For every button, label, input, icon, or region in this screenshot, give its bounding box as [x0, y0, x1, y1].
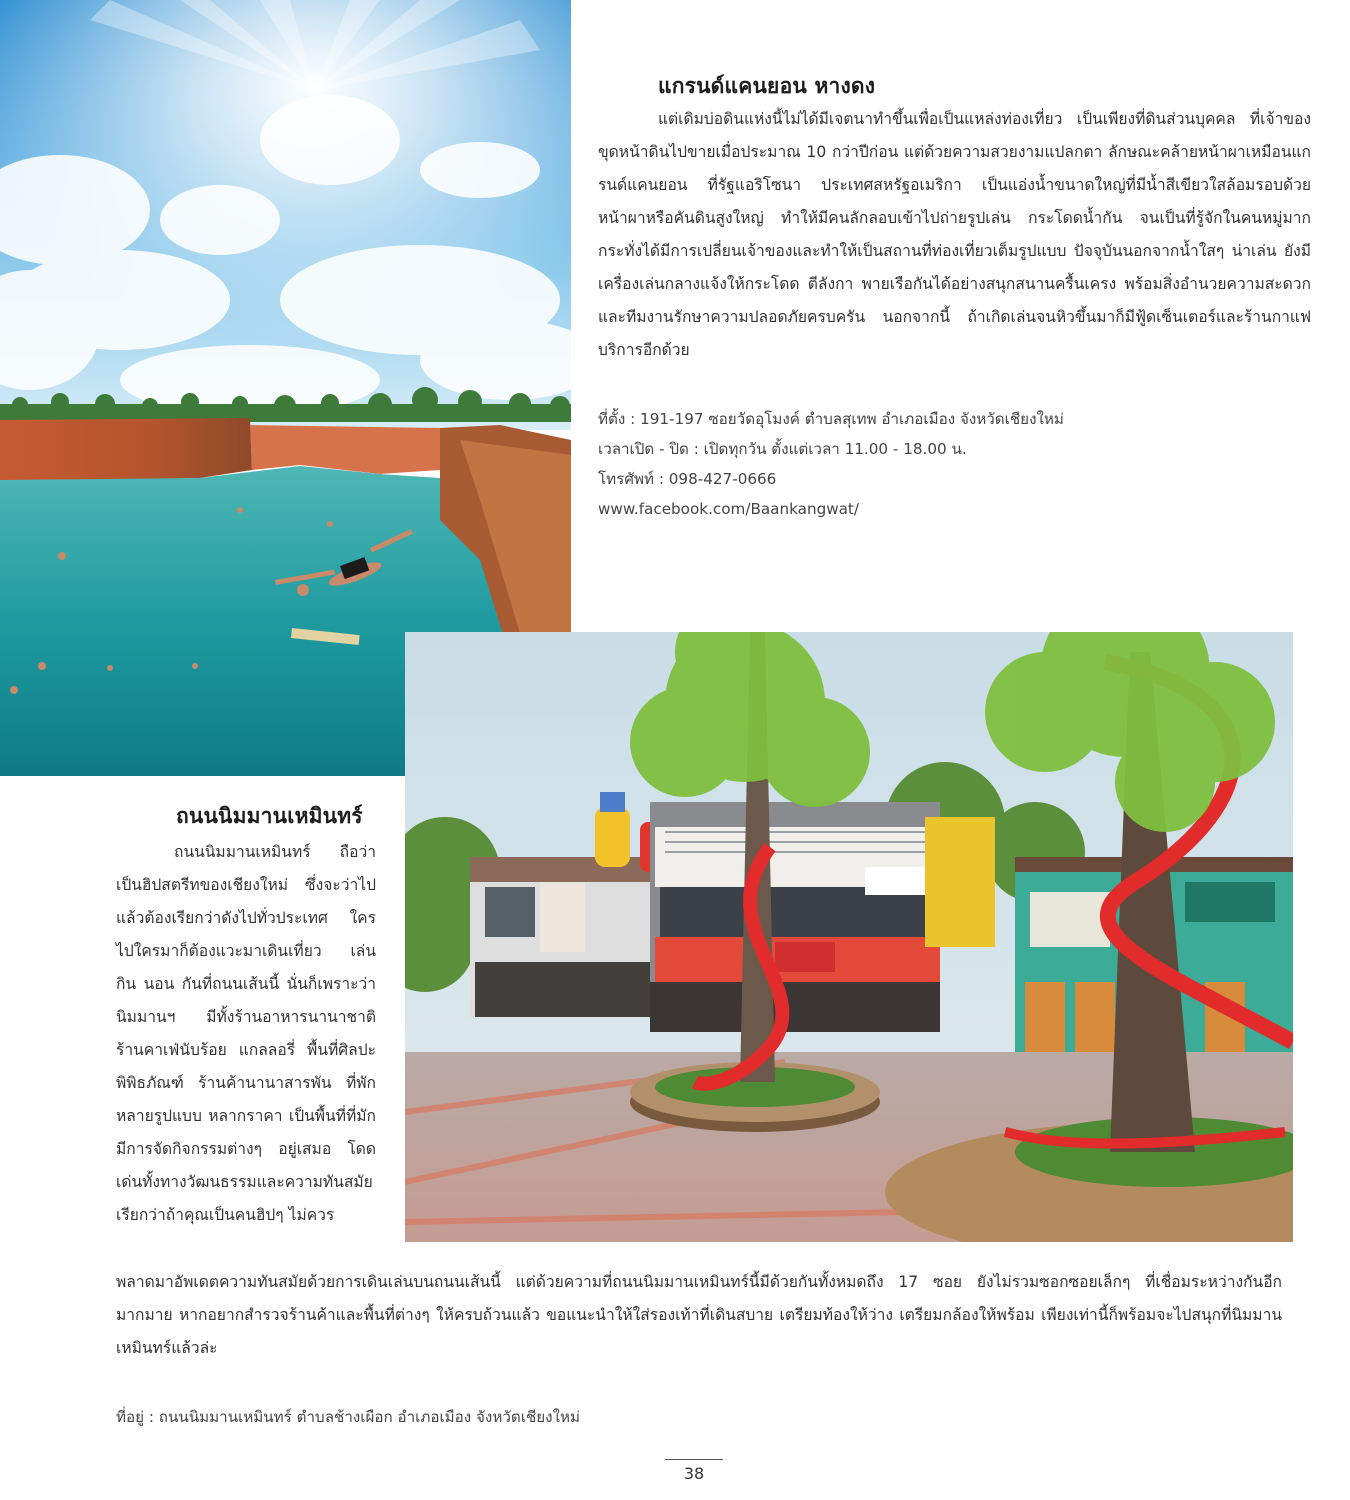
attraction-2-title: ถนนนิมมานเหมินทร์ — [176, 804, 363, 828]
attraction-1-location: ที่ตั้ง : 191-197 ซอยวัดอุโมงค์ ตำบลสุเทพ อำเภอเมือง จังหวัดเชียงใหม่ — [598, 410, 1064, 428]
attraction-1-paragraph: แต่เดิมบ่อดินแห่งนี้ไม่ได้มีเจตนาทำขึ้นเพื่อเป็นแหล่งท่องเที่ยว เป็นเพียงที่ดินส่วนบุคคล ที่เจ้าของขุดหน้าดินไปขายเมื่อประมาณ 10 กว่าปีก่อน แต่ด้วยความสวยงามแปลกตา ลักษณะคล้ายหน้าผาเหมือนแกรนด์แคนยอน ที่รัฐแอริโซนา ประเทศสหรัฐอเมริกา เป็นแอ่งน้ำขนาดใหญ่ที่มีน้ำสีเขียวใสล้อมรอบด้วยหน้าผาหรือคันดินสูงใหญ่ ทำให้มีคนลักลอบเข้าไปถ่ายรูปเล่น กระโดดน้ำกัน จนเป็นที่รู้จักในคนหมู่มาก กระทั่งได้มีการเปลี่ยนเจ้าของและทำให้เป็นสถานที่ท่องเที่ยวเต็มรูปแบบ ปัจจุบันนอกจากน้ำใสๆ น่าเล่น ยังมีเครื่องเล่นกลางแจ้งให้กระโดด ตีลังกา พายเรือกันได้อย่างสนุกสนานครื้นเครง พร้อมสิ่งอำนวยความสะดวกและทีมงานรักษาความปลอดภัยครบครัน นอกจากนี้ ถ้าเกิดเล่นจนหิวขึ้นมาก็มีฟู้ดเซ็นเตอร์และร้านกาแฟบริการอีกด้วย — [598, 110, 1311, 359]
page-number: 38 — [683, 1464, 705, 1483]
attraction-1-info — [598, 404, 1064, 524]
attraction-1-hours: เวลาเปิด - ปิด : เปิดทุกวัน ตั้งแต่เวลา 11.00 - 18.00 น. — [598, 440, 967, 458]
attraction-1-phone: โทรศัพท์ : 098-427-0666 — [598, 470, 777, 488]
attraction-2-paragraph-part1: ถนนนิมมานเหมินทร์ ถือว่าเป็นฮิปสตรีทของเชียงใหม่ ซึ่งจะว่าไปแล้วต้องเรียกว่าดังไปทั่วประเทศ ใครไปใครมาก็ต้องแวะมาเดินเที่ยว เล่น กิน นอน กันที่ถนนเส้นนี้ นั่นก็เพราะว่านิมมานฯ มีทั้งร้านอาหารนานาชาติ ร้านคาเฟ่นับร้อย แกลลอรี่ พื้นที่ศิลปะ พิพิธภัณฑ์ ร้านค้านานาสารพัน ที่พักหลายรูปแบบ หลากราคา เป็นพื้นที่ที่มักมีการจัดกิจกรรมต่างๆ อยู่เสมอ โดดเด่นทั้งทางวัฒนธรรมและความทันสมัย เรียกว่าถ้าคุณเป็นคนฮิปๆ ไม่ควร — [116, 843, 376, 1224]
attraction-2-paragraph-part2: พลาดมาอัพเดตความทันสมัยด้วยการเดินเล่นบนถนนเส้นนี้ แต่ด้วยความที่ถนนนิมมานเหมินทร์นี้มีด้วยกันทั้งหมดถึง 17 ซอย ยังไม่รวมซอกซอยเล็กๆ ที่เชื่อมระหว่างกันอีกมากมาย หากอยากสำรวจร้านค้าและพื้นที่ต่างๆ ให้ครบถ้วนแล้ว ขอแนะนำให้ใส่รองเท้าที่เดินสบาย เตรียมท้องให้ว่าง เตรียมกล้องให้พร้อม เพียงเท่านี้ก็พร้อมจะไปสนุกที่นิมมานเหมินทร์แล้วล่ะ — [116, 1273, 1282, 1357]
attraction-2-address: ที่อยู่ : ถนนนิมมานเหมินทร์ ตำบลช้างเผือก อำเภอเมือง จังหวัดเชียงใหม่ — [116, 1408, 581, 1426]
nimman-plaza-photo — [405, 632, 1293, 1242]
attraction-1-title: แกรนด์แคนยอน หางดง — [658, 74, 876, 98]
attraction-1-website-link[interactable]: www.facebook.com/Baankangwat/ — [598, 500, 860, 518]
page-number-rule — [665, 1459, 723, 1460]
